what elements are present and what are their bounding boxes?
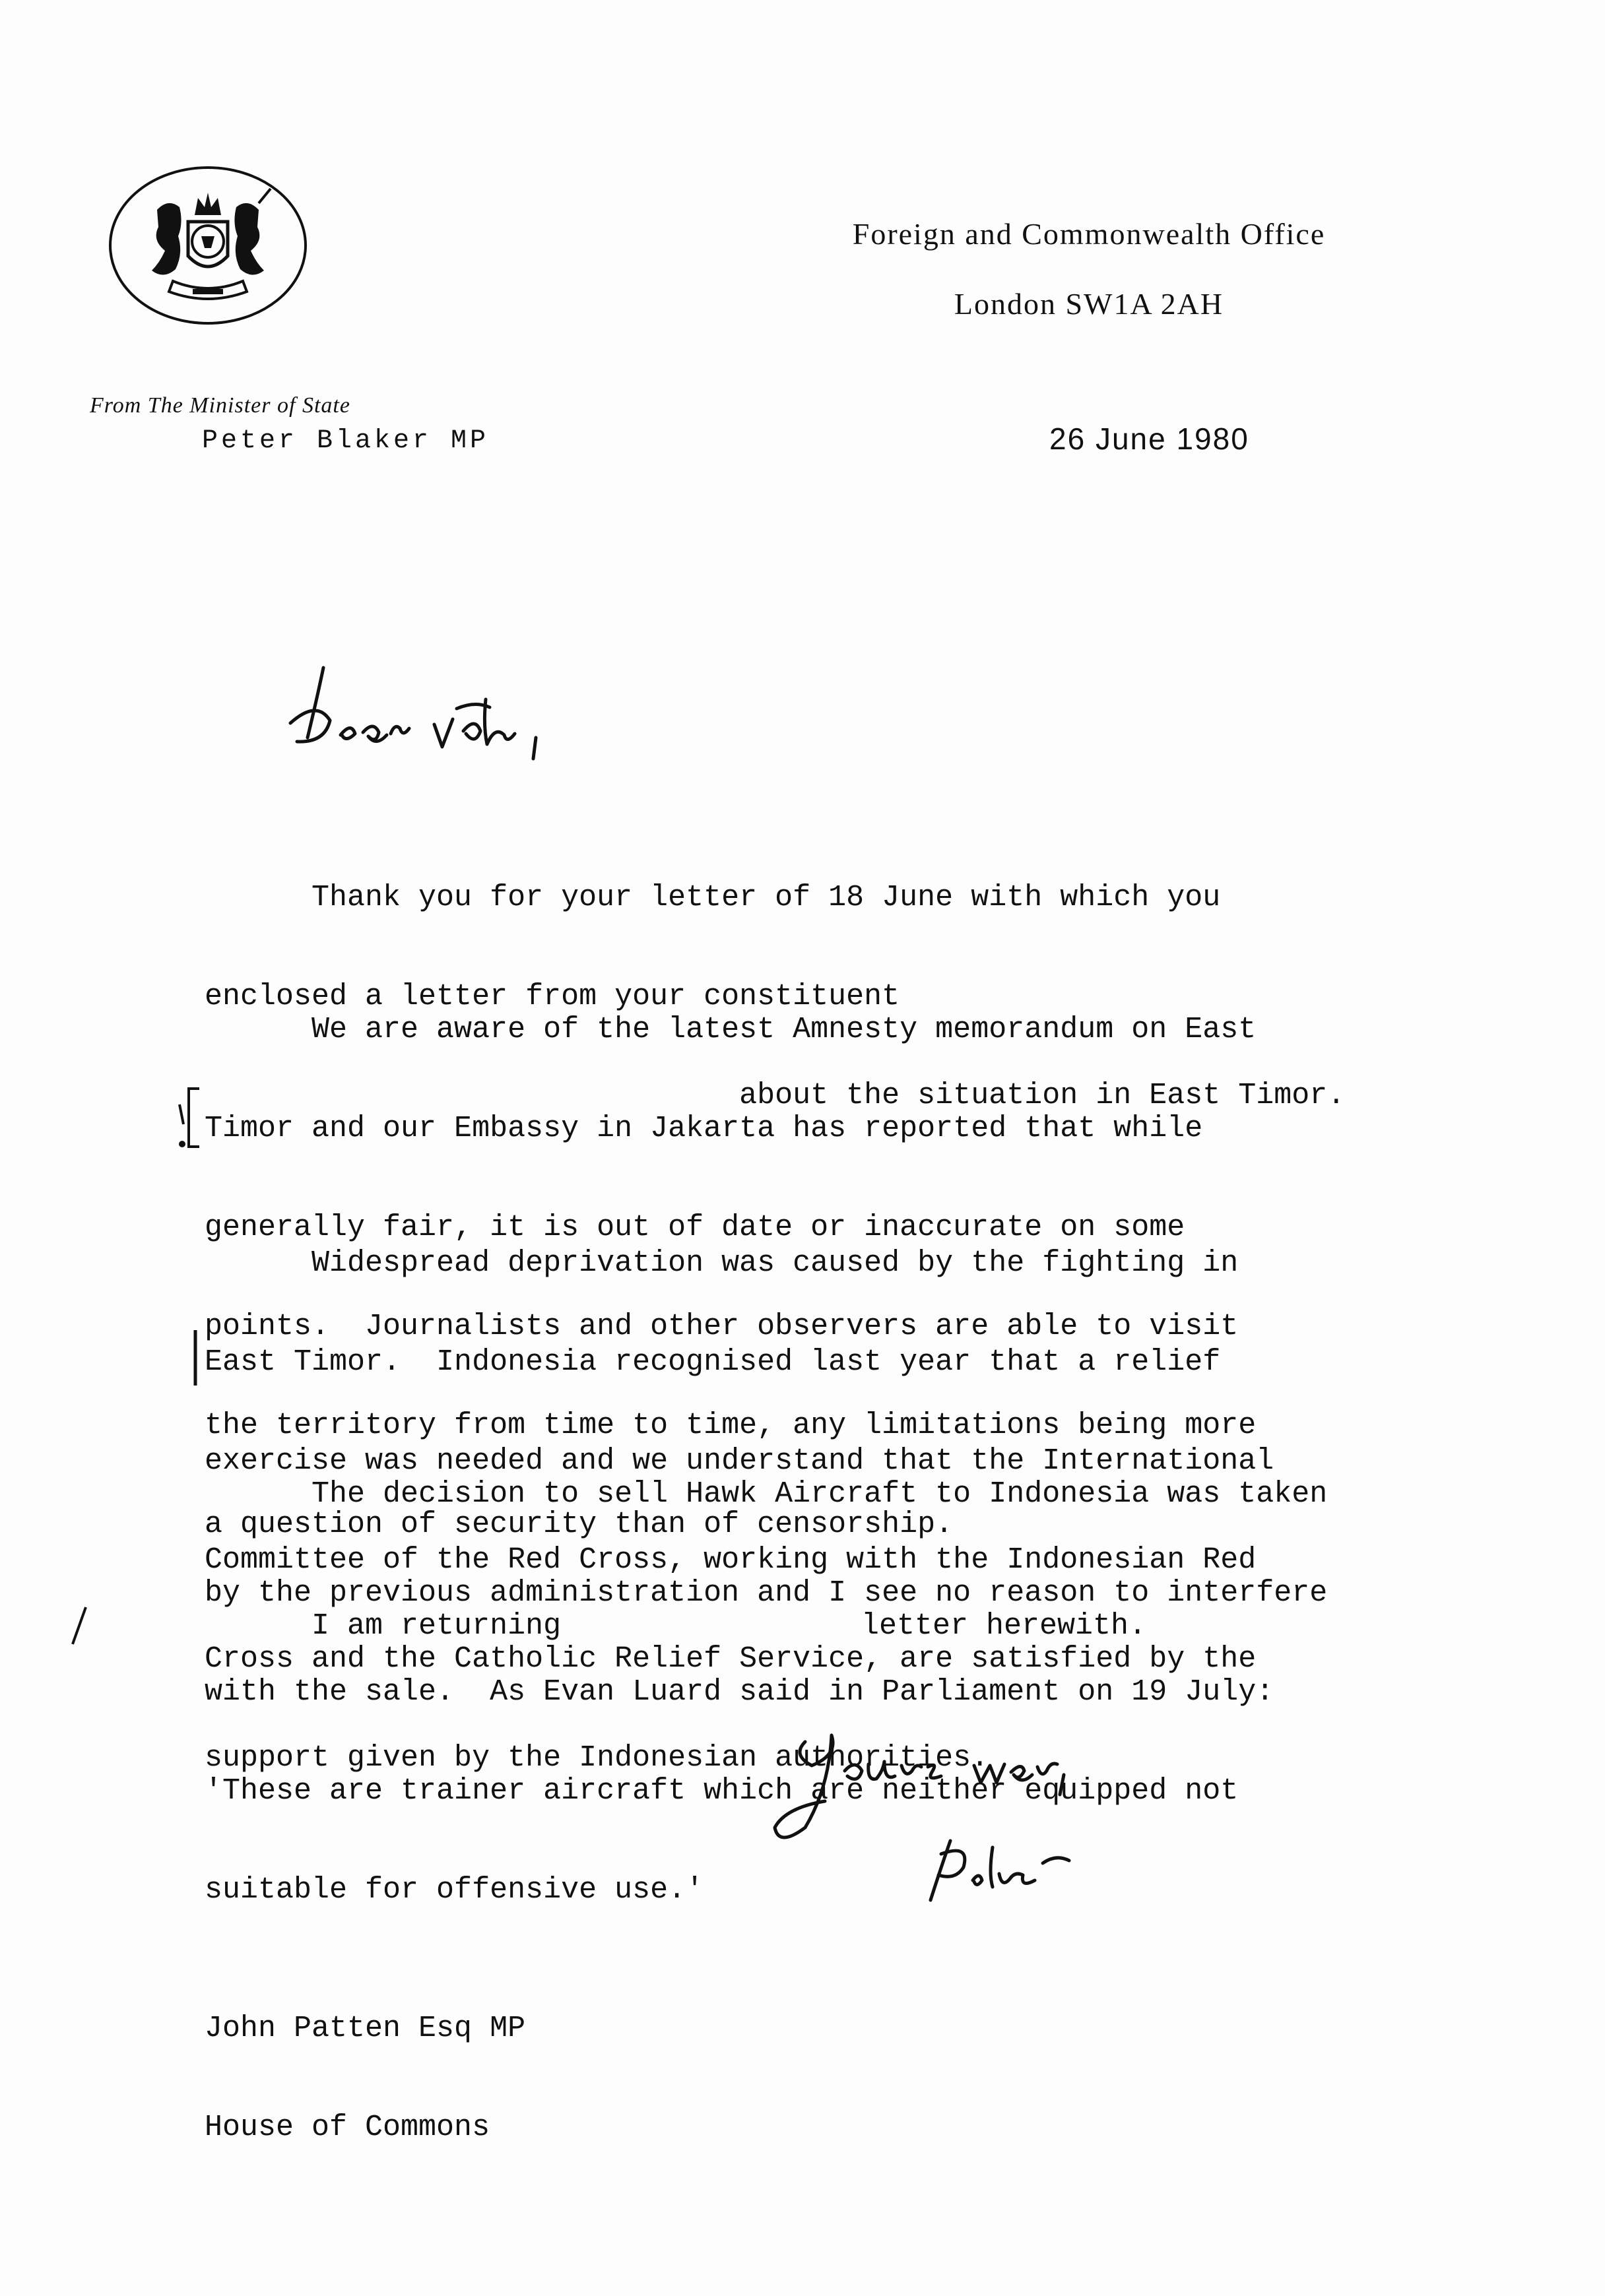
handwritten-closing [766, 1729, 1109, 1847]
paragraph-line: Thank you for your letter of 18 June with which you [205, 881, 1221, 914]
sender-name: Peter Blaker MP [202, 426, 490, 456]
margin-line-mark [189, 1326, 202, 1389]
paragraph-line: by the previous administration and I see no reason to interfere [205, 1576, 1328, 1610]
body-paragraph-5-start: I am returning [205, 1609, 562, 1643]
paragraph-line: Cross and the Catholic Relief Service, are satisfied by the [205, 1642, 1257, 1676]
paragraph-line: exercise was needed and we understand that the International [205, 1444, 1274, 1478]
paragraph-line: points. Journalists and other observers are able to visit [205, 1310, 1239, 1343]
body-paragraph-4 [205, 1412, 1327, 1973]
handwritten-salutation [277, 660, 561, 785]
paragraph-line: support given by the Indonesian authorities. [205, 1741, 989, 1775]
paragraph-line: suitable for offensive use.' [205, 1873, 704, 1907]
paragraph-line: with the sale. As Evan Luard said in Parliament on 19 July: [205, 1675, 1274, 1709]
body-paragraph-5-end: letter herewith. [861, 1609, 1147, 1643]
paragraph-line: a question of security than of censorship. [205, 1508, 954, 1541]
margin-bracket-mark [173, 1085, 203, 1151]
handwritten-signature [924, 1834, 1082, 1913]
paragraph-line: 'These are trainer aircraft which are neither equipped not [205, 1774, 1239, 1808]
paragraph-line: enclosed a letter from your constituent [205, 980, 900, 1013]
paragraph-line: The decision to sell Hawk Aircraft to Indonesia was taken [205, 1477, 1328, 1511]
paragraph-line: We are aware of the latest Amnesty memorandum on East [205, 1013, 1257, 1046]
paragraph-line: the territory from time to time, any limitations being more [205, 1409, 1257, 1442]
paragraph-line: Timor and our Embassy in Jakarta has reported that while [205, 1112, 1203, 1145]
paragraph-line: Committee of the Red Cross, working with the Indonesian Red [205, 1543, 1257, 1577]
office-name: Foreign and Commonwealth Office [852, 217, 1326, 251]
royal-crest-icon [106, 164, 310, 327]
paragraph-line: about the situation in East Timor. [205, 1079, 1346, 1112]
paragraph-line: generally fair, it is out of date or inaccurate on some [205, 1211, 1185, 1244]
office-postcode: London SW1A 2AH [954, 287, 1224, 321]
letter-date: 26 June 1980 [1049, 422, 1249, 456]
recipient-location: House of Commons [205, 2111, 490, 2144]
recipient-name: John Patten Esq MP [205, 2012, 526, 2045]
paragraph-line: East Timor. Indonesia recognised last year that a relief [205, 1345, 1221, 1379]
from-label: From The Minister of State [90, 393, 350, 418]
recipient-address [205, 1946, 525, 2210]
margin-slash-mark [66, 1603, 92, 1649]
letterhead-address [759, 199, 1419, 339]
paragraph-line: Widespread deprivation was caused by the fighting in [205, 1246, 1239, 1280]
